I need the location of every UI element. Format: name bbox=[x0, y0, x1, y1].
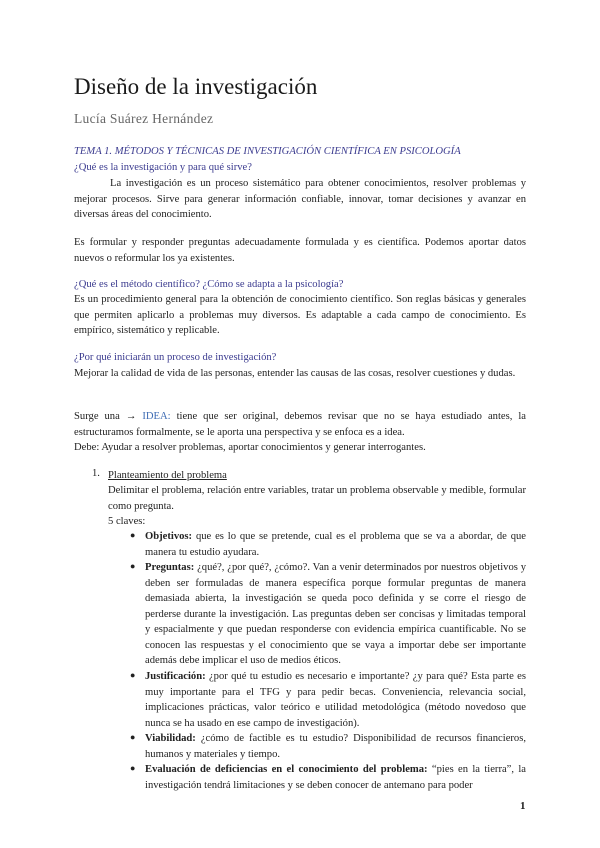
document-author: Lucía Suárez Hernández bbox=[74, 111, 214, 126]
bullet-label: Preguntas: bbox=[145, 562, 195, 573]
bullet-viabilidad bbox=[145, 731, 526, 762]
paragraph-5 bbox=[74, 409, 526, 440]
bullet-text: ¿qué?, ¿por qué?, ¿cómo?. Van a venir determinados por nuestros objetivos y deben ser formuladas de manera específica porque formular preguntas de manera demasiada abierta, la investigación se queda poco definida y se corre el riesgo de perderse durante la investigación. Las preguntas deben ser concisas y limitadas temporal y espacialmente y que puedan responderse con evidencia empírica cuantificable. No se conocen las respuestas y el conocimiento que se vaya a importar debe ser importante además debe implicar el uso de medios éticos. bbox=[145, 562, 526, 666]
bullet-icon: ● bbox=[130, 561, 136, 571]
bullet-icon: ● bbox=[130, 763, 136, 773]
bullet-icon: ● bbox=[130, 670, 136, 680]
bullet-label: Viabilidad: bbox=[145, 733, 196, 744]
question-heading-3: ¿Por qué iniciarán un proceso de investigación? bbox=[74, 352, 277, 363]
list-number: 1. bbox=[92, 468, 100, 479]
bullet-label: Evaluación de deficiencias en el conocimiento del problema: bbox=[145, 764, 428, 775]
paragraph-2: Es formular y responder preguntas adecuadamente formulada y es científica. Podemos aportar datos nuevos o reformular los ya existentes. bbox=[74, 237, 526, 264]
tema-heading: TEMA 1. MÉTODOS Y TÉCNICAS DE INVESTIGACIÓN CIENTÍFICA EN PSICOLOGÍA bbox=[74, 146, 461, 157]
bullet-text: “pies en la tierra”, la investigación tendrá limitaciones y se deben conocer de antemano para poder bbox=[145, 764, 526, 791]
bullet-label: Justificación: bbox=[145, 671, 206, 682]
paragraph-4: Mejorar la calidad de vida de las personas, entender las causas de las cosas, resolver cuestiones y dudas. bbox=[74, 368, 516, 379]
question-heading-2: ¿Qué es el método científico? ¿Cómo se adapta a la psicología? bbox=[74, 279, 344, 290]
bullet-text: ¿por qué tu estudio es necesario e importante? ¿y para qué? Esta parte es muy importante para el TFG y para pedir becas. Conveniencia, relevancia social, implicaciones prácticas, valor teórico e utilidad metodológica (método novedoso que nunca se ha usado en ese campo de investigación). bbox=[145, 671, 526, 729]
bullet-evaluacion bbox=[145, 762, 526, 793]
idea-label: IDEA: bbox=[142, 411, 171, 422]
paragraph-1: La investigación es un proceso sistemático para obtener conocimientos, resolver problemas y mejorar procesos. Sirve para generar información confiable, innovar, tomar decisiones y avanzar en diversas áreas del conocimiento. bbox=[74, 178, 526, 220]
idea-text: tiene que ser original, debemos revisar que no se haya estudiado antes, la estructuramos formalmente, se le aporta una perspectiva y se enfoca es a idea. bbox=[74, 411, 526, 438]
question-heading-1: ¿Qué es la investigación y para qué sirve? bbox=[74, 161, 252, 173]
bullet-label: Objetivos: bbox=[145, 531, 193, 542]
idea-prefix: Surge una → bbox=[74, 411, 137, 422]
list-title: Planteamiento del problema bbox=[108, 470, 227, 481]
document-title: Diseño de la investigación bbox=[74, 74, 318, 99]
bullet-icon: ● bbox=[130, 530, 136, 540]
page-number: 1 bbox=[520, 800, 526, 812]
bullet-text: que es lo que se pretende, cual es el problema que se va a abordar, de que manera tu estudio ayudara. bbox=[145, 531, 526, 558]
bullet-text: ¿cómo de factible es tu estudio? Disponibilidad de recursos financieros, humanos y materiales y tiempo. bbox=[145, 733, 526, 760]
bullet-objetivos bbox=[145, 529, 526, 560]
paragraph-6: Debe: Ayudar a resolver problemas, aportar conocimientos y generar interrogantes. bbox=[74, 442, 426, 453]
paragraph-3: Es un procedimiento general para la obtención de conocimiento científico. Son reglas básicas y generales que permiten aplicarlo a problemas muy diversos. Es adaptable a cada campo de conocimiento. Es empírico, sistemático y replicable. bbox=[74, 294, 526, 336]
section-header bbox=[74, 144, 526, 175]
list-claves: 5 claves: bbox=[108, 516, 146, 527]
bullet-justificacion bbox=[145, 669, 526, 731]
bullet-preguntas bbox=[145, 560, 526, 669]
list-description: Delimitar el problema, relación entre variables, tratar un problema observable y medible, formular como pregunta. bbox=[108, 485, 526, 512]
bullet-icon: ● bbox=[130, 732, 136, 742]
